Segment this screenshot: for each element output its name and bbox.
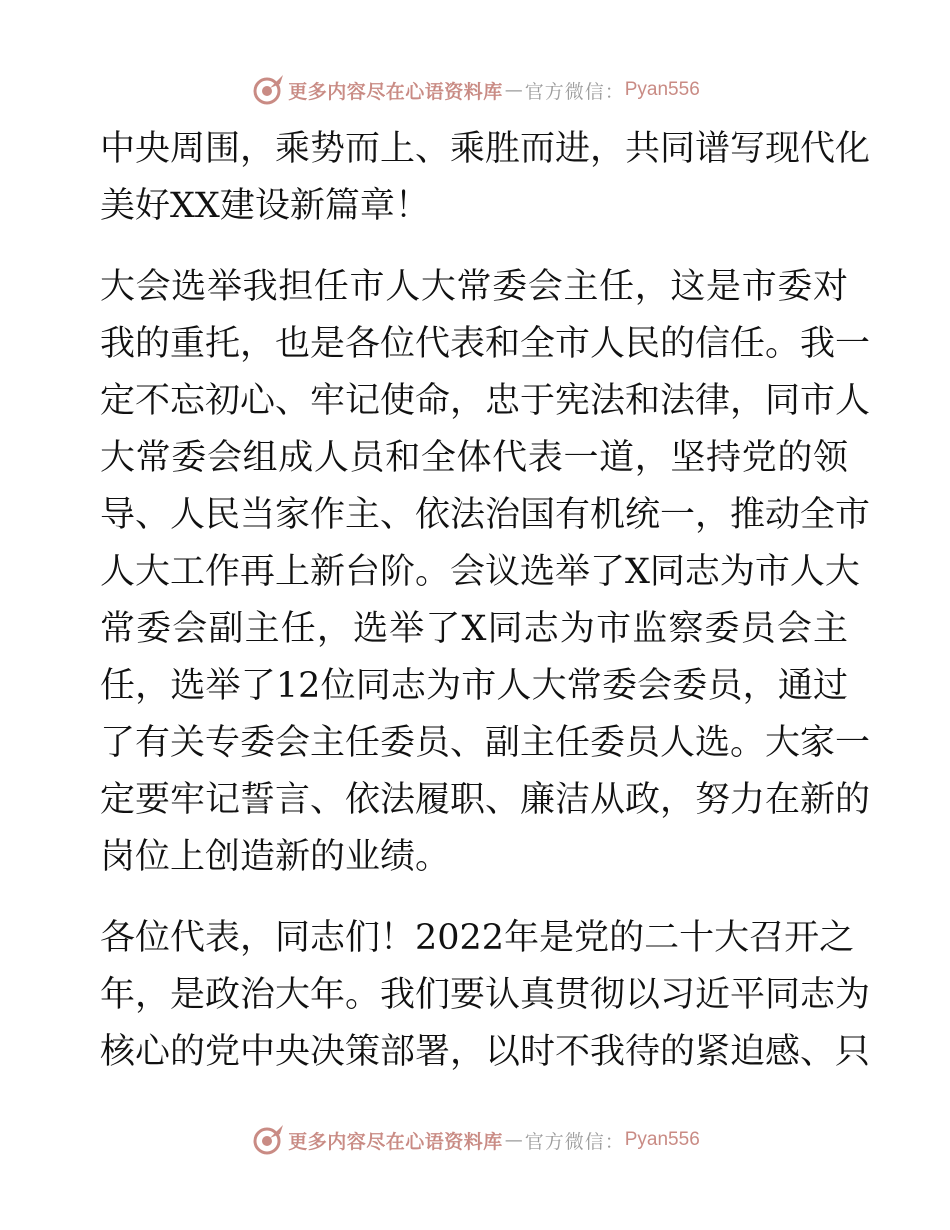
watermark-separator: — [504, 79, 523, 101]
document-body [100, 121, 871, 1081]
watermark-separator: — [504, 1129, 523, 1151]
text-line: 导、人民当家作主、依法治国有机统一，推动全市 [100, 495, 871, 535]
text-line: 美好XX建设新篇章！ [100, 186, 430, 226]
text-line: 核心的党中央决策部署，以时不我待的紧迫感、只 [100, 1032, 871, 1072]
watermark-official-label: 官方微信： [524, 80, 625, 103]
watermark-official-label: 官方微信： [524, 1130, 625, 1153]
text-line: 任，选举了12位同志为市人大常委会委员，通过 [100, 666, 848, 706]
text-line: 了有关专委会主任委员、副主任委员人选。大家一 [100, 723, 871, 763]
paragraph [100, 259, 871, 886]
text-line: 人大工作再上新台阶。会议选举了X同志为市人大 [100, 552, 860, 592]
text-line: 定不忘初心、牢记使命，忠于宪法和法律，同市人 [100, 381, 871, 421]
paragraph [100, 121, 871, 235]
text-line: 常委会副主任，选举了X同志为市监察委员会主 [100, 609, 848, 649]
text-line: 我的重托，也是各位代表和全市人民的信任。我一 [100, 324, 871, 364]
paragraph [100, 910, 871, 1081]
quill-seal-icon [250, 1122, 286, 1158]
quill-seal-icon [250, 72, 286, 108]
footer-watermark [0, 1120, 950, 1160]
watermark-wechat-id: Pyan556 [624, 79, 700, 100]
text-line: 各位代表，同志们！2022年是党的二十大召开之 [100, 918, 855, 958]
text-line: 大会选举我担任市人大常委会主任，这是市委对 [100, 267, 848, 307]
text-line: 岗位上创造新的业绩。 [100, 837, 451, 877]
watermark-wechat-id: Pyan556 [624, 1129, 700, 1150]
watermark-site-name: 更多内容尽在心语资料库 [288, 80, 503, 103]
header-watermark [0, 70, 950, 110]
watermark-site-name: 更多内容尽在心语资料库 [288, 1130, 503, 1153]
text-line: 大常委会组成人员和全体代表一道，坚持党的领 [100, 438, 848, 478]
text-line: 定要牢记誓言、依法履职、廉洁从政，努力在新的 [100, 780, 871, 820]
text-line: 中央周围，乘势而上、乘胜而进，共同谱写现代化 [100, 129, 871, 169]
text-line: 年，是政治大年。我们要认真贯彻以习近平同志为 [100, 975, 871, 1015]
